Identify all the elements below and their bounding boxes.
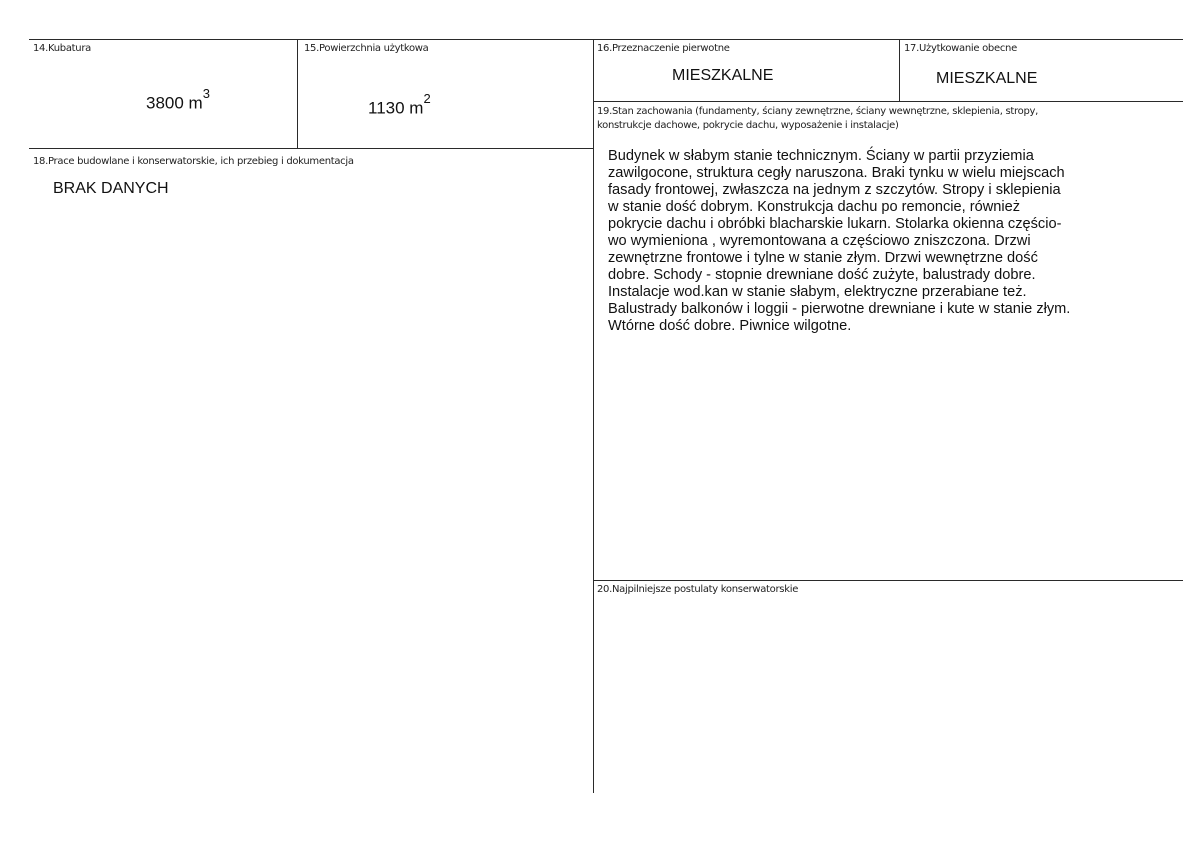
row-divider-left [29, 148, 593, 149]
field-19-label: 19.Stan zachowania (fundamenty, ściany zewnętrzne, ściany wewnętrzne, sklepienia, stropy, konstrukcje dachowe, pokrycie dachu, wyposażenie i instalacje) [597, 106, 1039, 131]
col-divider-main [593, 39, 594, 793]
field-15-value [368, 91, 431, 119]
col-divider-16-17 [899, 39, 900, 101]
row-divider-right-top [593, 101, 1183, 102]
field-15-exponent: 2 [423, 91, 431, 106]
row-divider-right-bottom [593, 580, 1183, 581]
field-17-label: 17.Użytkowanie obecne [904, 43, 1017, 54]
field-15-number: 1130 m [368, 98, 424, 118]
top-border-line [29, 39, 1183, 40]
col-divider-14-15 [297, 39, 298, 148]
field-17-value: MIESZKALNE [936, 70, 1038, 87]
field-16-label: 16.Przeznaczenie pierwotne [597, 43, 730, 54]
field-18-value: BRAK DANYCH [53, 180, 169, 197]
field-18-label: 18.Prace budowlane i konserwatorskie, ich przebieg i dokumentacja [33, 156, 354, 167]
field-14-number: 3800 m [146, 93, 203, 113]
field-20-label: 20.Najpilniejsze postulaty konserwatorskie [597, 584, 799, 595]
field-16-value: MIESZKALNE [672, 67, 774, 84]
field-19-value: Budynek w słabym stanie technicznym. Ściany w partii przyziemia zawilgocone, struktura cegły naruszona. Braki tynku w wielu miejscach fasady frontowej, zwłaszcza na jednym z szczytów. Stropy i sklepienia w stanie dość dobrym. Konstrukcja dachu po remoncie, również pokrycie dachu i obróbki blacharskie lukarn. Stolarka okienna częścio- wo wymieniona , wyremontowana a częściowo zniszczona. Drzwi zewnętrzne frontowe i tylne w stanie złym. Drzwi wewnętrzne dość dobre. Schody - stopnie drewniane dość zużyte, balustrady dobre. Instalacje wod.kan w stanie słabym, elektryczne przerabiane też. Balustrady balkonów i loggii - pierwotne drewniane i kute w stanie złym. Wtórne dość dobre. Piwnice wilgotne. [608, 148, 1071, 334]
field-15-label: 15.Powierzchnia użytkowa [304, 43, 429, 54]
field-14-value [146, 86, 210, 114]
field-14-label: 14.Kubatura [33, 43, 91, 54]
field-14-exponent: 3 [202, 86, 210, 101]
